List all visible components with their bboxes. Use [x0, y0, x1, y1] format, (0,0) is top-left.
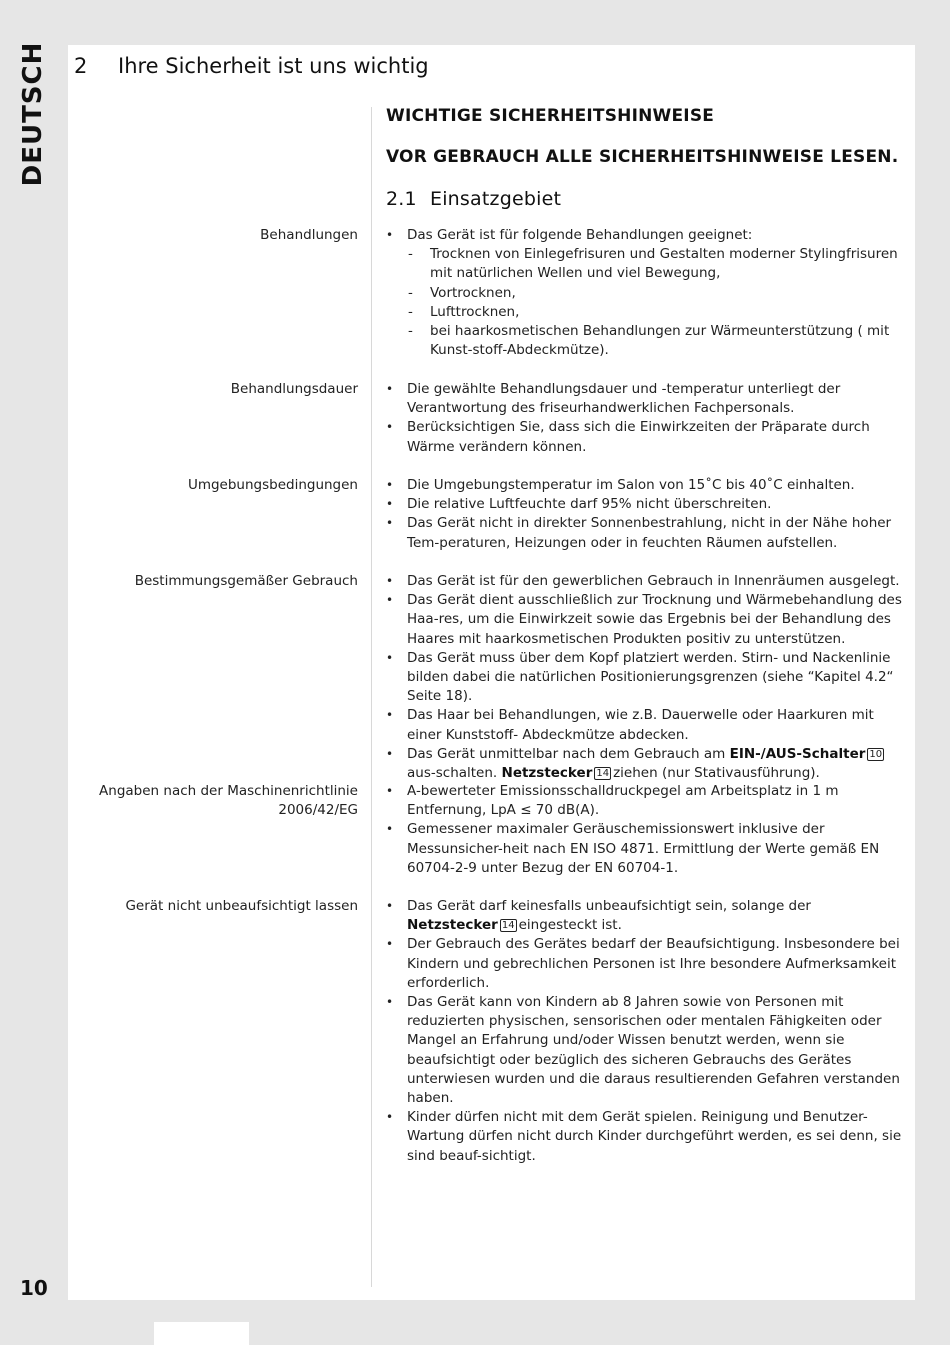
block-bestimmungsgemaesser-gebrauch [386, 572, 906, 783]
column-divider [371, 107, 372, 1287]
page-sheet [68, 45, 915, 1300]
list-item: • Gemessener maximaler Geräuschemissionswert inklusive der Messunsicher-heit nach EN ISO 4871. Ermittlung der Werte gemäß EN 60704-2-9 unter Bezug der EN 60704-1. [386, 820, 906, 878]
language-tab [16, 41, 50, 187]
list-item: • Das Gerät nicht in direkter Sonnenbestrahlung, nicht in der Nähe hoher Tem-peraturen, Heizungen oder in feuchten Räumen aufstellen. [386, 514, 906, 552]
list-item [386, 897, 906, 935]
list-item: • Die relative Luftfeuchte darf 95% nicht überschreiten. [386, 495, 906, 514]
list-item: - Trocknen von Einlegefrisuren und Gestalten moderner Stylingfrisuren mit natürlichen Wellen und viel Bewegung, [386, 245, 906, 283]
list-item: - Lufttrocknen, [386, 303, 906, 322]
list-item: • A-bewerteter Emissionsschalldruckpegel am Arbeitsplatz in 1 m Entfernung, LpA ≤ 70 dB(A). [386, 782, 906, 820]
list-item: • Das Gerät kann von Kindern ab 8 Jahren sowie von Personen mit reduzierten physischen, sensorischen oder mentalen Fähigkeiten oder Mangel an Erfahrung und/oder Wissen benutzt werden, wenn sie beaufsichtigt oder bezüglich des sicheren Gebrauchs des Gerätes unterwiesen wurden und die daraus resultierenden Gefahren verstanden haben. [386, 993, 906, 1108]
part-reference-badge: 14 [501, 920, 515, 932]
section-heading [386, 188, 561, 210]
list-item [386, 745, 906, 783]
block-umgebungsbedingungen [386, 476, 906, 553]
power-switch-term: EIN-/AUS-Schalter [729, 745, 866, 762]
section-number: 2.1 [386, 188, 417, 210]
section-title: Einsatzgebiet [430, 188, 562, 210]
text-fragment: Das Gerät unmittelbar nach dem Gebrauch am [407, 745, 726, 762]
list-item: • Berücksichtigen Sie, dass sich die Einwirkzeiten der Präparate durch Wärme verändern können. [386, 418, 906, 456]
list-item: • Das Gerät ist für folgende Behandlungen geeignet: [386, 226, 906, 245]
list-item: • Die Umgebungstemperatur im Salon von 15˚C bis 40˚C einhalten. [386, 476, 906, 495]
label-aufsicht: Gerät nicht unbeaufsichtigt lassen [125, 898, 358, 914]
safety-heading: WICHTIGE SICHERHEITSHINWEISE [386, 106, 715, 126]
text-fragment: Das Gerät darf keinesfalls unbeaufsichtigt sein, solange der [407, 898, 811, 914]
list-item: • Das Haar bei Behandlungen, wie z.B. Dauerwelle oder Haarkuren mit einer Kunststoff- Abdeckmütze abdecken. [386, 706, 906, 744]
block-behandlungsdauer [386, 380, 906, 457]
chapter-number: 2 [74, 54, 88, 78]
list-item: - Vortrocknen, [386, 284, 906, 303]
label-umgebungsbedingungen: Umgebungsbedingungen [187, 477, 358, 493]
power-plug-term: Netzstecker [407, 917, 498, 934]
label-line: Angaben nach der Maschinenrichtlinie [99, 783, 358, 799]
label-line: 2006/42/EG [278, 802, 358, 819]
read-instructions-heading: VOR GEBRAUCH ALLE SICHERHEITSHINWEISE LESEN. [386, 147, 899, 167]
list-item: • Das Gerät dient ausschließlich zur Trocknung und Wärmebehandlung des Haa-res, um die Einwirkzeit sowie das Ergebnis bei der Behandlung des Haares mit haarkosmetischen Produkten positiv zu unterstützen. [386, 591, 906, 649]
part-reference-badge: 10 [869, 748, 883, 760]
list-item: • Das Gerät ist für den gewerblichen Gebrauch in Innenräumen ausgelegt. [386, 572, 906, 591]
list-item: • Kinder dürfen nicht mit dem Gerät spielen. Reinigung und Benutzer-Wartung dürfen nicht durch Kinder durchgeführt werden, es sei denn, sie sind beauf-sichtigt. [386, 1108, 906, 1166]
text-fragment: aus-schalten. [407, 765, 498, 782]
chapter-title-text: Ihre Sicherheit ist uns wichtig [118, 54, 429, 78]
list-item: - bei haarkosmetischen Behandlungen zur Wärmeunterstützung ( mit Kunst-stoff-Abdeckmütze). [386, 322, 906, 360]
text-fragment: ziehen (nur Stativausführung). [613, 765, 820, 782]
list-item: • Der Gebrauch des Gerätes bedarf der Beaufsichtigung. Insbesondere bei Kindern und gebrechlichen Personen ist Ihre besondere Aufmerksamkeit erforderlich. [386, 935, 906, 993]
label-behandlungen: Behandlungen [260, 227, 358, 243]
bottom-strip [154, 1322, 249, 1345]
list-item: • Das Gerät muss über dem Kopf platziert werden. Stirn- und Nackenlinie bilden dabei die natürlichen Positionierungsgrenzen (siehe “Kapitel 4.2“ Seite 18). [386, 649, 906, 707]
label-behandlungsdauer: Behandlungsdauer [230, 381, 358, 397]
block-aufsicht [386, 897, 906, 1166]
power-plug-term: Netzstecker [501, 765, 593, 782]
language-tab-label: DEUTSCH [18, 41, 48, 187]
page-number: 10 [20, 1276, 48, 1300]
label-maschinenrichtlinie [98, 782, 358, 820]
block-maschinenrichtlinie [386, 782, 906, 878]
label-bestimmungsgemaesser-gebrauch: Bestimmungsgemäßer Gebrauch [134, 573, 358, 589]
block-behandlungen [386, 226, 906, 360]
part-reference-badge: 14 [596, 768, 610, 780]
list-item: • Die gewählte Behandlungsdauer und -temperatur unterliegt der Verantwortung des friseurhandwerklichen Fachpersonals. [386, 380, 906, 418]
chapter-title [74, 54, 429, 78]
text-fragment: eingesteckt ist. [518, 917, 622, 934]
